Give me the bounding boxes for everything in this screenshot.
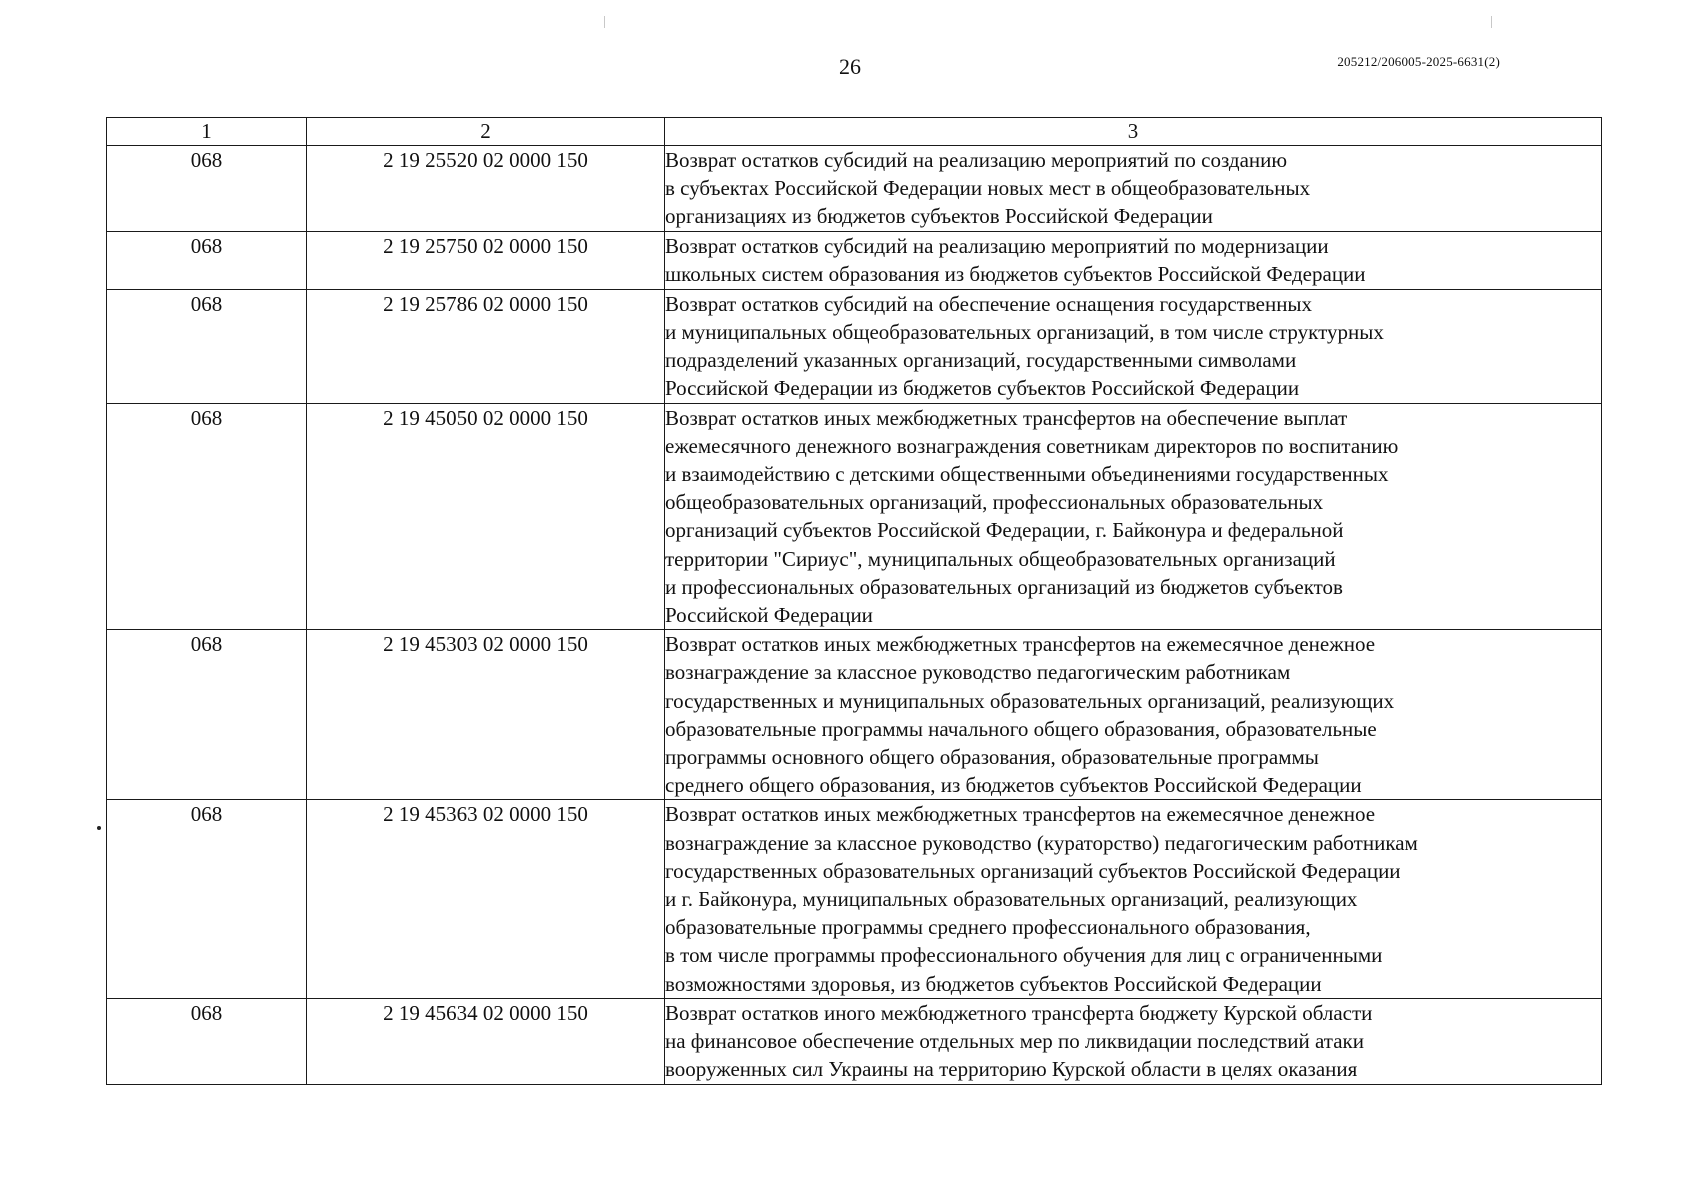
- table-row: [107, 403, 1602, 630]
- scan-artifact-dot: [97, 826, 101, 830]
- table-row: [107, 630, 1602, 800]
- income-name-cell: Возврат остатков субсидий на реализацию мероприятий по модернизации школьных систем образования из бюджетов субъектов Российской Федерации: [665, 231, 1602, 289]
- income-name-cell: Возврат остатков иных межбюджетных трансфертов на ежемесячное денежное вознаграждение за классное руководство (кураторство) педагогическим работникам государственных образовательных организаций субъектов Российской Федерации и г. Байконура, муниципальных образовательных организаций, реализующих образовательные программы среднего профессионального образования, в том числе программы профессионального обучения для лиц с ограниченными возможностями здоровья, из бюджетов субъектов Российской Федерации: [665, 800, 1602, 998]
- table-row: [107, 146, 1602, 232]
- kbk-code-cell: 2 19 45050 02 0000 150: [307, 403, 665, 630]
- table-row: [107, 231, 1602, 289]
- column-header-2: 2: [307, 118, 665, 146]
- income-name-cell: Возврат остатков субсидий на обеспечение оснащения государственных и муниципальных общеобразовательных организаций, в том числе структурных подразделений указанных организаций, государственными символами Российской Федерации из бюджетов субъектов Российской Федерации: [665, 289, 1602, 403]
- table-row: [107, 800, 1602, 998]
- kbk-code-cell: 2 19 45363 02 0000 150: [307, 800, 665, 998]
- admin-code-cell: 068: [107, 231, 307, 289]
- admin-code-cell: 068: [107, 146, 307, 232]
- kbk-code-cell: 2 19 25786 02 0000 150: [307, 289, 665, 403]
- admin-code-cell: 068: [107, 630, 307, 800]
- kbk-code-cell: 2 19 25520 02 0000 150: [307, 146, 665, 232]
- income-name-cell: Возврат остатков иных межбюджетных трансфертов на обеспечение выплат ежемесячного денежного вознаграждения советникам директоров по воспитанию и взаимодействию с детскими общественными объединениями государственных общеобразовательных организаций, профессиональных образовательных организаций субъектов Российской Федерации, г. Байконура и федеральной территории "Сириус", муниципальных общеобразовательных организаций и профессиональных образовательных организаций из бюджетов субъектов Российской Федерации: [665, 403, 1602, 630]
- scan-artifact-tick: [1491, 16, 1492, 28]
- document-id: 205212/206005-2025-6631(2): [1337, 54, 1500, 69]
- income-name-cell: Возврат остатков иного межбюджетного трансферта бюджету Курской области на финансовое обеспечение отдельных мер по ликвидации последствий атаки вооруженных сил Украины на территорию Курской области в целях оказания: [665, 998, 1602, 1084]
- income-name-cell: Возврат остатков субсидий на реализацию мероприятий по созданию в субъектах Российской Федерации новых мест в общеобразовательных организациях из бюджетов субъектов Российской Федерации: [665, 146, 1602, 232]
- kbk-code-cell: 2 19 25750 02 0000 150: [307, 231, 665, 289]
- page-number: 26: [839, 54, 861, 79]
- kbk-code-cell: 2 19 45634 02 0000 150: [307, 998, 665, 1084]
- admin-code-cell: 068: [107, 800, 307, 998]
- scan-artifact-tick: [604, 16, 605, 28]
- table-header-row: [107, 118, 1602, 146]
- kbk-code-cell: 2 19 45303 02 0000 150: [307, 630, 665, 800]
- table-row: [107, 998, 1602, 1084]
- budget-codes-table: [106, 117, 1602, 1085]
- column-header-1: 1: [107, 118, 307, 146]
- income-name-cell: Возврат остатков иных межбюджетных трансфертов на ежемесячное денежное вознаграждение за классное руководство педагогическим работникам государственных и муниципальных образовательных организаций, реализующих образовательные программы начального общего образования, образовательные программы основного общего образования, образовательные программы среднего общего образования, из бюджетов субъектов Российской Федерации: [665, 630, 1602, 800]
- table-row: [107, 289, 1602, 403]
- admin-code-cell: 068: [107, 289, 307, 403]
- admin-code-cell: 068: [107, 998, 307, 1084]
- column-header-3: 3: [665, 118, 1602, 146]
- admin-code-cell: 068: [107, 403, 307, 630]
